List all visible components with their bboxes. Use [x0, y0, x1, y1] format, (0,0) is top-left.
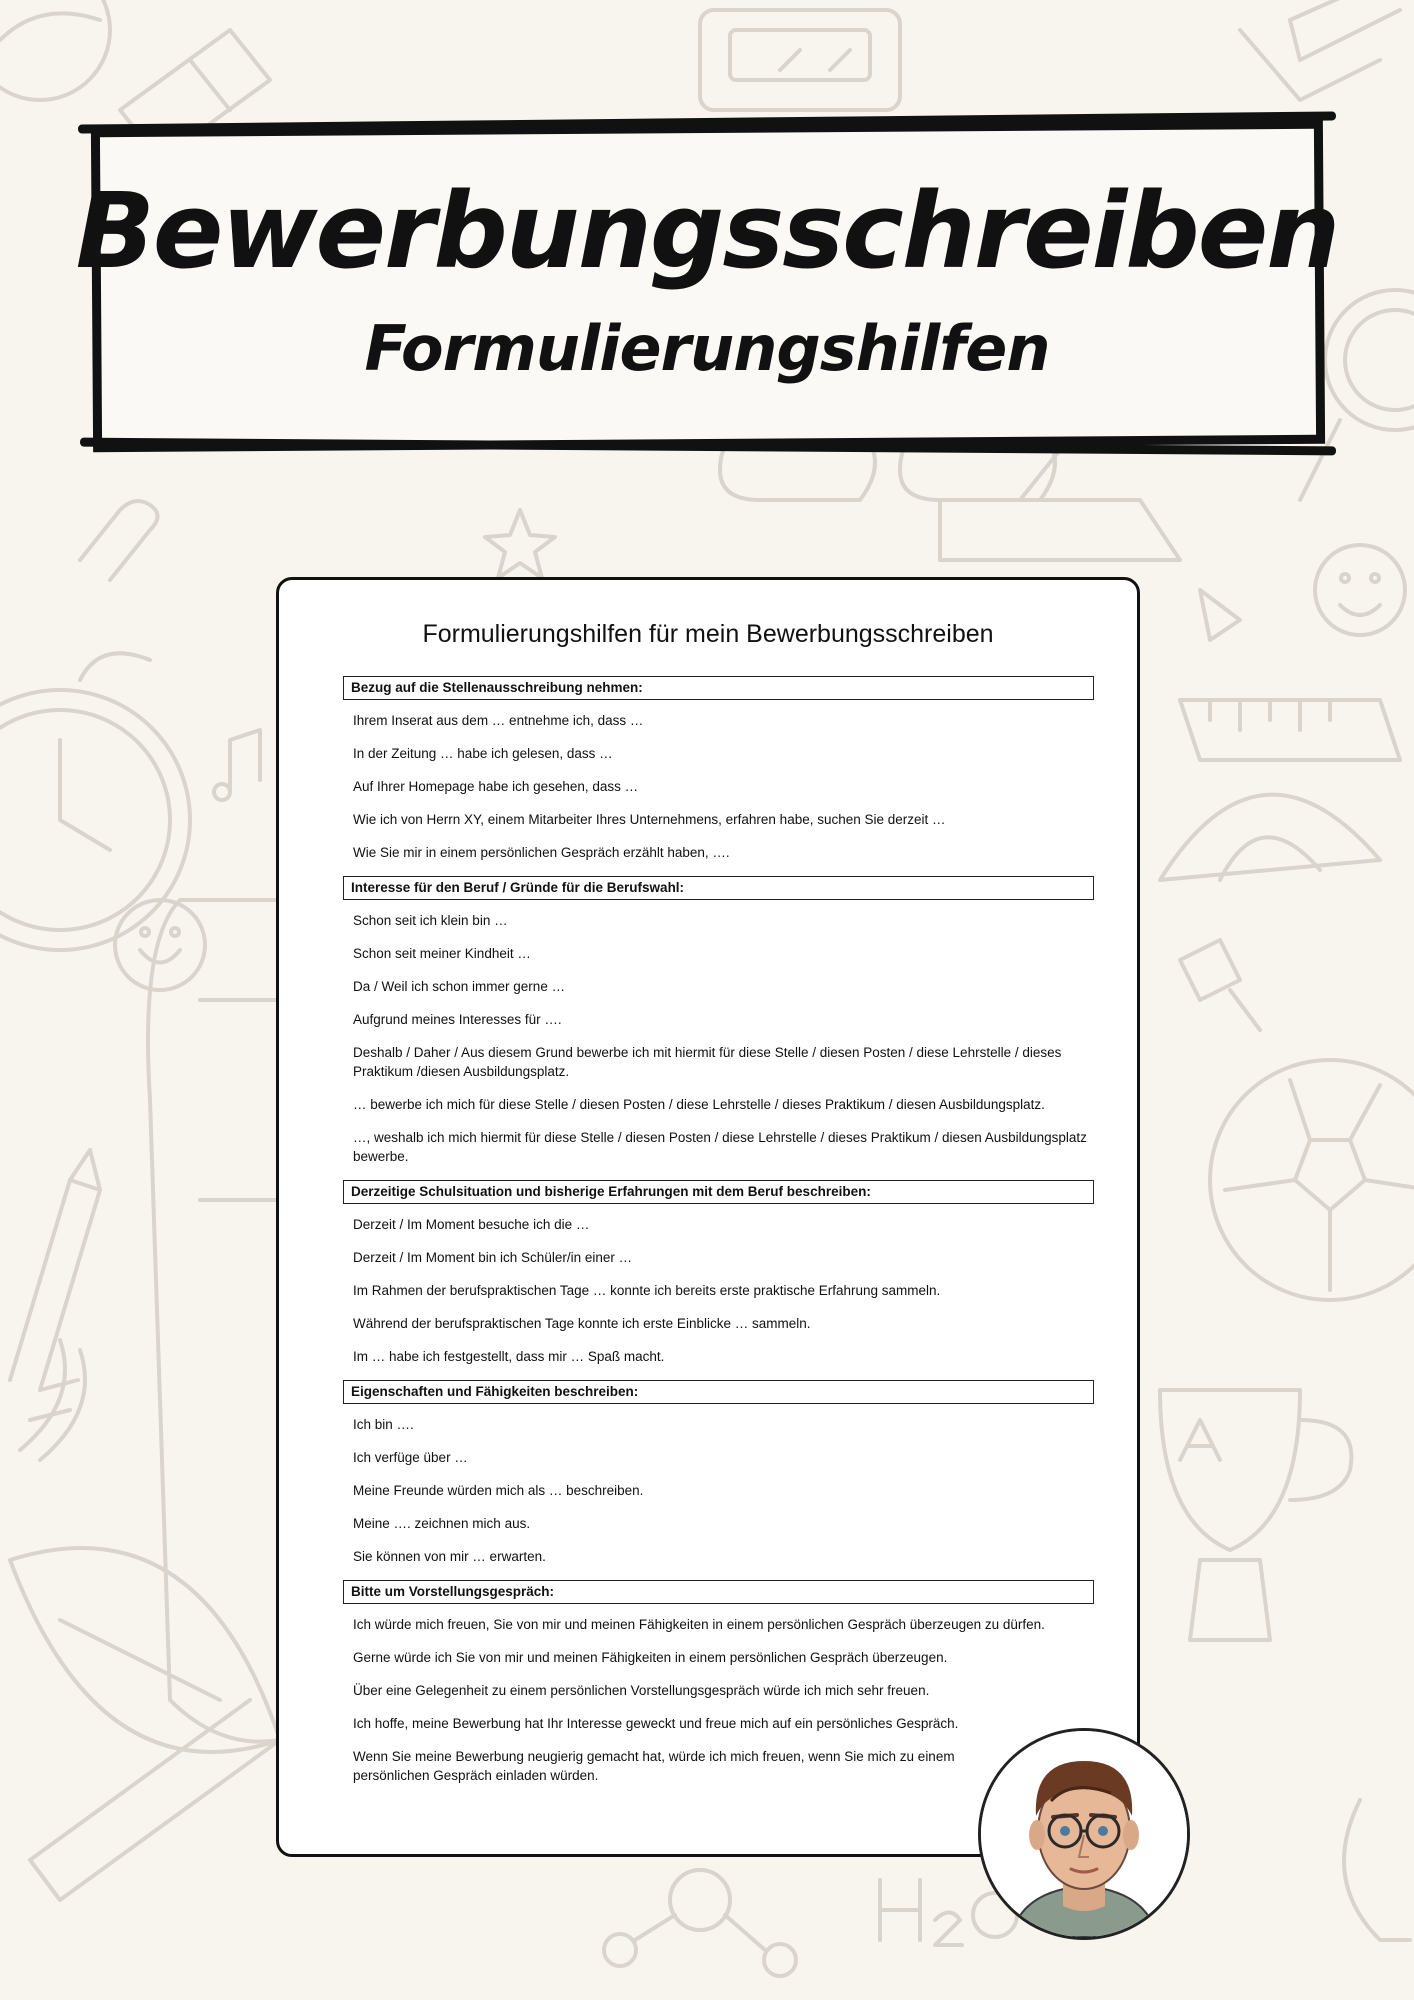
- phrase-item: Ihrem Inserat aus dem … entnehme ich, dass …: [353, 713, 644, 728]
- section-heading: Bezug auf die Stellenausschreibung nehmen:: [343, 676, 1094, 700]
- lightbulb-doodle-icon: [1344, 1800, 1410, 1940]
- smiley-face-doodle-icon: [115, 900, 205, 990]
- phrase-item: Im … habe ich festgestellt, dass mir … Spaß macht.: [353, 1349, 665, 1364]
- soccer-ball-doodle-icon: [1210, 1060, 1414, 1300]
- lamp-doodle-icon: [940, 440, 1180, 560]
- phrase-item: Derzeit / Im Moment besuche ich die …: [353, 1217, 590, 1232]
- music-note-doodle-icon: [214, 730, 260, 800]
- phrase-item: Wenn Sie meine Bewerbung neugierig gemacht hat, würde ich mich freuen, wenn Sie mich zu einem persönlichen Gespräch einladen würden.: [353, 1749, 955, 1783]
- phrase-item: Gerne würde ich Sie von mir und meinen Fähigkeiten in einem persönlichen Gespräch überzeugen.: [353, 1650, 948, 1665]
- protractor-doodle-icon: [1160, 795, 1380, 880]
- section-heading: Eigenschaften und Fähigkeiten beschreiben:: [343, 1380, 1094, 1404]
- phrase-item: Aufgrund meines Interesses für ….: [353, 1012, 562, 1027]
- section-heading: Derzeitige Schulsituation und bisherige Erfahrungen mit dem Beruf beschreiben:: [343, 1180, 1094, 1204]
- phrase-item: Sie können von mir … erwarten.: [353, 1549, 546, 1564]
- page-title: Bewerbungsschreiben: [75, 170, 1339, 292]
- smiley-doodle-icon: [1315, 545, 1405, 635]
- phrase-item: Auf Ihrer Homepage habe ich gesehen, dass …: [353, 779, 639, 794]
- phrase-item: Wie Sie mir in einem persönlichen Gespräch erzählt haben, ….: [353, 845, 730, 860]
- phrase-item: Ich verfüge über …: [353, 1450, 468, 1465]
- worksheet-content: [343, 676, 1094, 1799]
- pencil-bottom-doodle-icon: [30, 1700, 280, 1900]
- student-avatar-icon: [978, 1728, 1190, 1940]
- pushpin-doodle-icon: [1180, 940, 1260, 1030]
- phrase-item: Deshalb / Daher / Aus diesem Grund bewerbe ich mit hiermit für diese Stelle / diesen Posten / diese Lehrstelle / dieses Praktikum /diesen Ausbildungsplatz.: [353, 1045, 1062, 1079]
- alarm-clock-doodle-icon: [0, 653, 190, 950]
- calculator-doodle-icon: [700, 10, 900, 110]
- abc-doodle-icon: [1180, 1420, 1220, 1460]
- phrase-item: Meine …. zeichnen mich aus.: [353, 1516, 531, 1531]
- worksheet-title: Formulierungshilfen für mein Bewerbungsschreiben: [422, 620, 994, 648]
- phrase-item: Schon seit ich klein bin …: [353, 913, 508, 928]
- phrase-item: …, weshalb ich mich hiermit für diese Stelle / diesen Posten / diese Lehrstelle / dieses Praktikum / diesen Ausbildungsplatz bewerbe.: [353, 1130, 1087, 1164]
- phrase-item: Ich würde mich freuen, Sie von mir und meinen Fähigkeiten in einem persönlichen Gespräch überzeugen zu dürfen.: [353, 1617, 1045, 1632]
- page-subtitle: Formulierungshilfen: [364, 312, 1050, 385]
- dna-doodle-icon: [20, 1340, 85, 1460]
- phrase-item: Während der berufspraktischen Tage konnte ich erste Einblicke … sammeln.: [353, 1316, 811, 1331]
- pencil-doodle-icon: [1240, 0, 1400, 100]
- star-doodle-icon: [485, 510, 555, 578]
- football-doodle-icon: [10, 1548, 280, 1752]
- phrase-item: In der Zeitung … habe ich gelesen, dass …: [353, 746, 613, 761]
- phrase-item: Schon seit meiner Kindheit …: [353, 946, 531, 961]
- section-heading: Bitte um Vorstellungsgespräch:: [343, 1580, 1094, 1604]
- phrase-item: Da / Weil ich schon immer gerne …: [353, 979, 566, 994]
- section-heading: Interesse für den Beruf / Gründe für die Berufswahl:: [343, 876, 1094, 900]
- ball-doodle-icon: [0, 0, 110, 100]
- molecule-doodle-icon: [604, 1870, 796, 1976]
- phrase-item: Meine Freunde würden mich als … beschreiben.: [353, 1483, 644, 1498]
- pencil-left-doodle-icon: [10, 1150, 100, 1390]
- phrase-item: Derzeit / Im Moment bin ich Schüler/in einer …: [353, 1250, 633, 1265]
- trophy-doodle-icon: [1160, 1390, 1351, 1640]
- phrase-item: Wie ich von Herrn XY, einem Mitarbeiter Ihres Unternehmens, erfahren habe, suchen Sie derzeit …: [353, 812, 946, 827]
- phrase-item: … bewerbe ich mich für diese Stelle / diesen Posten / diese Lehrstelle / dieses Praktikum / diesen Ausbildungsplatz.: [353, 1097, 1045, 1112]
- phrase-item: Ich hoffe, meine Bewerbung hat Ihr Interesse geweckt und freue mich auf ein persönliches Gespräch.: [353, 1716, 959, 1731]
- worksheet-card: [276, 577, 1140, 1857]
- paperclip-doodle-icon: [80, 501, 158, 580]
- triangle-doodle-icon: [1200, 590, 1240, 640]
- phrase-item: Im Rahmen der berufspraktischen Tage … konnte ich bereits erste praktische Erfahrung sammeln.: [353, 1283, 941, 1298]
- ruler-doodle-icon: [1180, 700, 1400, 760]
- phrase-item: Ich bin ….: [353, 1417, 414, 1432]
- phrase-item: Über eine Gelegenheit zu einem persönlichen Vorstellungsgespräch würde ich mich sehr freuen.: [353, 1683, 930, 1698]
